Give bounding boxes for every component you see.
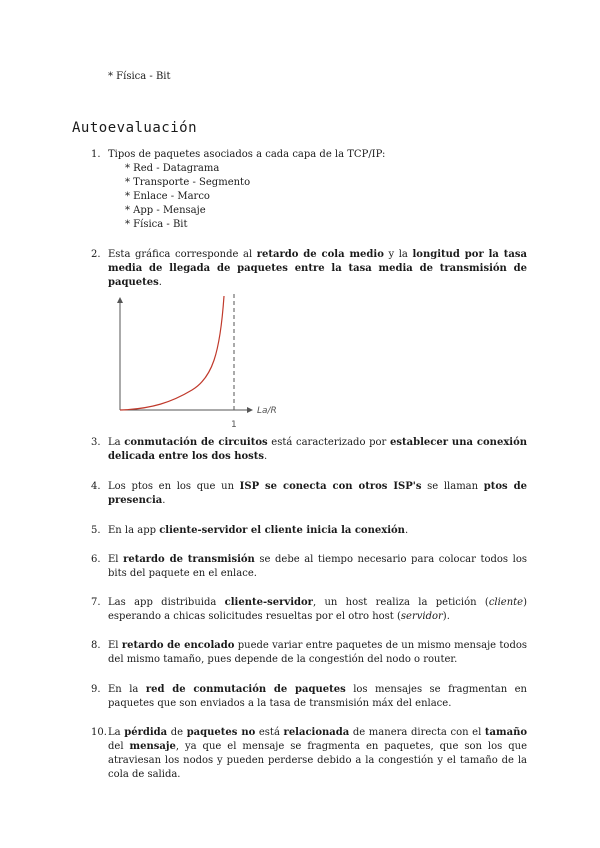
item-text: , un host realiza la petición ( <box>312 597 489 608</box>
item-text: está <box>255 727 284 738</box>
x-axis-label: La/R <box>257 406 277 416</box>
item-text: . <box>162 495 166 506</box>
emphasized-text: mensaje <box>129 741 176 752</box>
list-item-5 <box>91 524 527 538</box>
previous-section-last-line: * Física - Bit <box>108 71 171 82</box>
item-text: . <box>264 451 268 462</box>
emphasized-text: ISP se conecta con otros ISP's <box>239 481 422 492</box>
emphasized-text: retardo de encolado <box>121 640 235 651</box>
item-number: 9. <box>91 684 101 695</box>
list-item-1 <box>91 148 527 232</box>
emphasized-text: conmutación de circuitos <box>124 437 268 448</box>
sub-item: * Física - Bit <box>125 219 188 230</box>
item-number: 6. <box>91 554 101 565</box>
list-item-8 <box>91 639 527 667</box>
item-text: se llaman <box>421 481 484 492</box>
emphasized-text: retardo de cola medio <box>256 249 384 260</box>
emphasized-text: relacionada <box>283 727 350 738</box>
item-text: , ya que el mensaje se fragmenta en paquetes, que son los que atraviesan los nodos y pueden perderse debido a la congestión y el tamaño de la cola de salida. <box>108 741 528 780</box>
list-item-3 <box>91 436 527 464</box>
queue-delay-chart <box>112 294 292 434</box>
item-text: . <box>158 277 162 288</box>
item-number: 10. <box>91 727 107 738</box>
x-tick-label: 1 <box>231 420 237 430</box>
item-intro: Tipos de paquetes asociados a cada capa de la TCP/IP: <box>108 149 386 160</box>
emphasized-text: cliente-servidor <box>224 597 313 608</box>
item-text: está caracterizado por <box>267 437 390 448</box>
item-number: 7. <box>91 597 101 608</box>
list-item-4 <box>91 480 527 508</box>
item-number: 3. <box>91 437 101 448</box>
item-text: . <box>404 525 409 536</box>
list-item-9 <box>91 683 527 711</box>
item-text: Las app distribuida <box>108 597 225 608</box>
sub-item: * Red - Datagrama <box>125 163 220 174</box>
item-text: La <box>108 727 125 738</box>
item-text: El <box>108 554 124 565</box>
item-text: ) esperando a chicas solicitudes resueltas por el otro host ( <box>108 597 528 622</box>
list-item-2 <box>91 248 527 290</box>
emphasized-text: paquetes no <box>186 727 256 738</box>
emphasized-text: longitud por la tasa media de llegada de paquetes entre la tasa media de transmisión de paquetes <box>108 249 527 288</box>
item-text: y la <box>383 249 413 260</box>
item-text: ). <box>442 611 450 622</box>
item-text: de <box>167 727 187 738</box>
italic-text: cliente <box>488 597 524 608</box>
item-number: 8. <box>91 640 101 651</box>
delay-curve <box>120 296 224 410</box>
item-text: Los ptos en los que un <box>108 481 240 492</box>
item-number: 2. <box>91 249 101 260</box>
emphasized-text: tamaño <box>484 727 528 738</box>
item-text: de manera directa con el <box>349 727 485 738</box>
item-text: se debe al tiempo necesario para colocar todos los bits del paquete en el enlace. <box>108 554 527 579</box>
sub-item: * App - Mensaje <box>125 205 206 216</box>
item-number: 1. <box>91 149 101 160</box>
item-text: los mensajes se fragmentan en paquetes que son enviados a la tasa de transmisión máx del enlace. <box>108 684 527 709</box>
list-item-10 <box>91 726 527 782</box>
emphasized-text: ptos de presencia <box>108 481 527 506</box>
item-text: La <box>108 437 125 448</box>
item-text: del <box>108 741 130 752</box>
emphasized-text: establecer una conexión delicada entre los dos hosts <box>108 437 528 462</box>
item-text: El <box>108 640 122 651</box>
item-text: Esta gráfica corresponde al <box>108 249 257 260</box>
item-text: En la app <box>108 525 160 536</box>
section-heading: Autoevaluación <box>72 120 198 136</box>
item-number: 5. <box>91 525 101 536</box>
item-text: En la <box>108 684 146 695</box>
emphasized-text: cliente-servidor el cliente inicia la conexión <box>159 525 405 536</box>
italic-text: servidor <box>400 611 443 622</box>
list-item-6 <box>91 553 527 581</box>
sub-item: * Transporte - Segmento <box>125 177 251 188</box>
item-number: 4. <box>91 481 101 492</box>
list-item-7 <box>91 596 527 624</box>
emphasized-text: pérdida <box>124 727 168 738</box>
emphasized-text: retardo de transmisión <box>123 554 255 565</box>
sub-item: * Enlace - Marco <box>125 191 210 202</box>
item-text: puede variar entre paquetes de un mismo mensaje todos del mismo tamaño, pues depende de la congestión del nodo o router. <box>108 640 527 665</box>
emphasized-text: red de conmutación de paquetes <box>145 684 346 695</box>
